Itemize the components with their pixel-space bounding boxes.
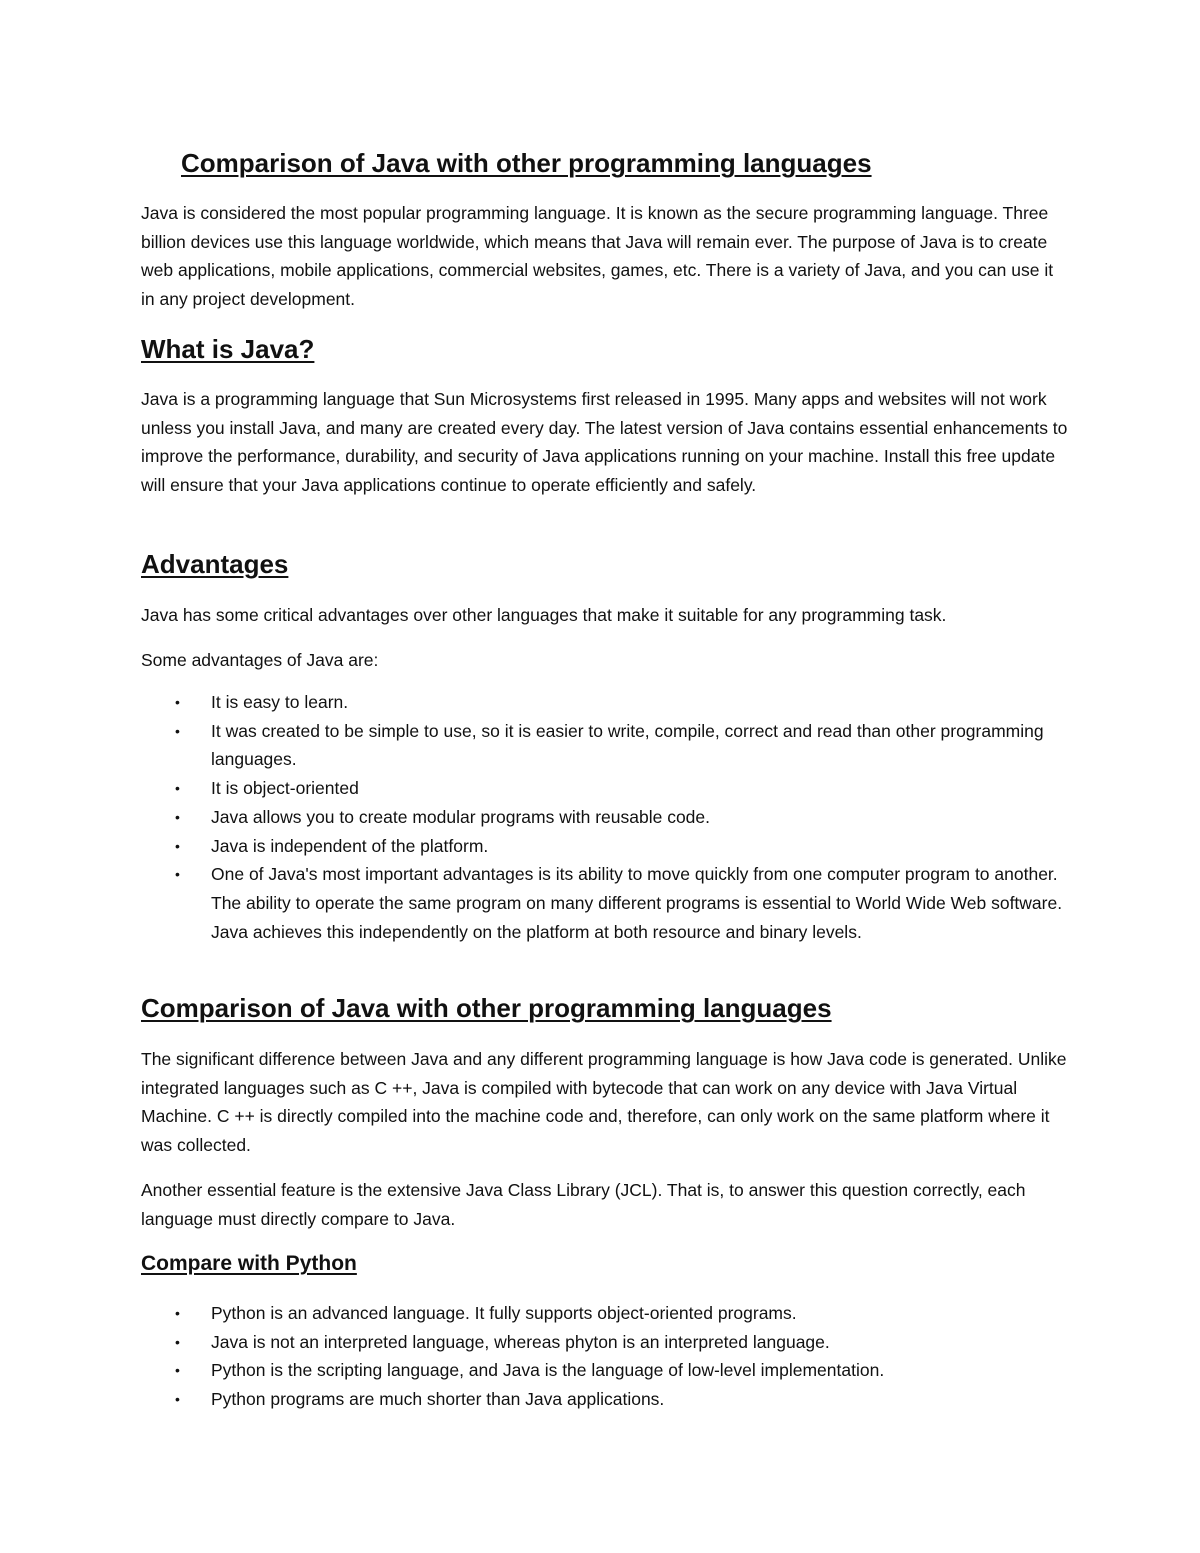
- bullet-icon: •: [175, 866, 180, 883]
- comparison-paragraph-1: The significant difference between Java and any different programming language is how Java code is generated. Unlike integrated languages such as C ++, Java is compiled with bytecode that can work on any device with Java Virtual Machine. C ++ is directly compiled into the machine code and, therefore, can only work on the same platform where it was collected.: [141, 1049, 1067, 1156]
- comparison-paragraph-2: Another essential feature is the extensive Java Class Library (JCL). That is, to answer this question correctly, each language must directly compare to Java.: [141, 1180, 1026, 1229]
- bullet-icon: •: [175, 1333, 180, 1350]
- list-item: • Java is not an interpreted language, whereas phyton is an interpreted language.: [141, 1328, 1071, 1357]
- advantages-list: [141, 688, 1071, 946]
- comparison-heading: Comparison of Java with other programming languages: [141, 993, 832, 1023]
- list-item: • Python is the scripting language, and Java is the language of low-level implementation.: [141, 1356, 1071, 1385]
- advantages-list-intro: Some advantages of Java are:: [141, 650, 379, 670]
- list-item: • Python is an advanced language. It fully supports object-oriented programs.: [141, 1299, 1071, 1328]
- list-item: • Java is independent of the platform.: [141, 832, 1071, 861]
- list-item: • It was created to be simple to use, so it is easier to write, compile, correct and read than other programming languages.: [141, 717, 1071, 774]
- bullet-icon: •: [175, 722, 180, 739]
- bullet-icon: •: [175, 808, 180, 825]
- bullet-icon: •: [175, 837, 180, 854]
- bullet-icon: •: [175, 1305, 180, 1321]
- page-title: Comparison of Java with other programming languages: [181, 148, 872, 178]
- advantages-intro: Java has some critical advantages over other languages that make it suitable for any programming task.: [141, 605, 947, 625]
- what-is-java-paragraph: Java is a programming language that Sun Microsystems first released in 1995. Many apps and websites will not work unless you install Java, and many are created every day. The latest version of Java contains essential enhancements to improve the performance, durability, and security of Java applications running on your machine. Install this free update will ensure that your Java applications continue to operate efficiently and safely.: [141, 389, 1068, 496]
- list-item: • It is object-oriented: [141, 774, 1071, 803]
- python-comparison-list: [141, 1299, 1071, 1414]
- list-item: • It is easy to learn.: [141, 688, 1071, 717]
- what-is-java-heading: What is Java?: [141, 334, 315, 364]
- advantages-heading: Advantages: [141, 549, 289, 579]
- list-item: • One of Java's most important advantages is its ability to move quickly from one computer program to another. The ability to operate the same program on many different programs is essential to World Wide Web software. Java achieves this independently on the platform at both resource and binary levels.: [141, 860, 1071, 946]
- bullet-icon: •: [175, 694, 180, 710]
- compare-python-heading: Compare with Python: [141, 1252, 357, 1275]
- list-item: • Java allows you to create modular programs with reusable code.: [141, 803, 1071, 832]
- list-item: • Python programs are much shorter than Java applications.: [141, 1385, 1071, 1414]
- intro-paragraph: Java is considered the most popular programming language. It is known as the secure programming language. Three billion devices use this language worldwide, which means that Java will remain ever. The purpose of Java is to create web applications, mobile applications, commercial websites, games, etc. There is a variety of Java, and you can use it in any project development.: [141, 203, 1054, 310]
- bullet-icon: •: [175, 780, 180, 797]
- bullet-icon: •: [175, 1391, 180, 1408]
- bullet-icon: •: [175, 1362, 180, 1379]
